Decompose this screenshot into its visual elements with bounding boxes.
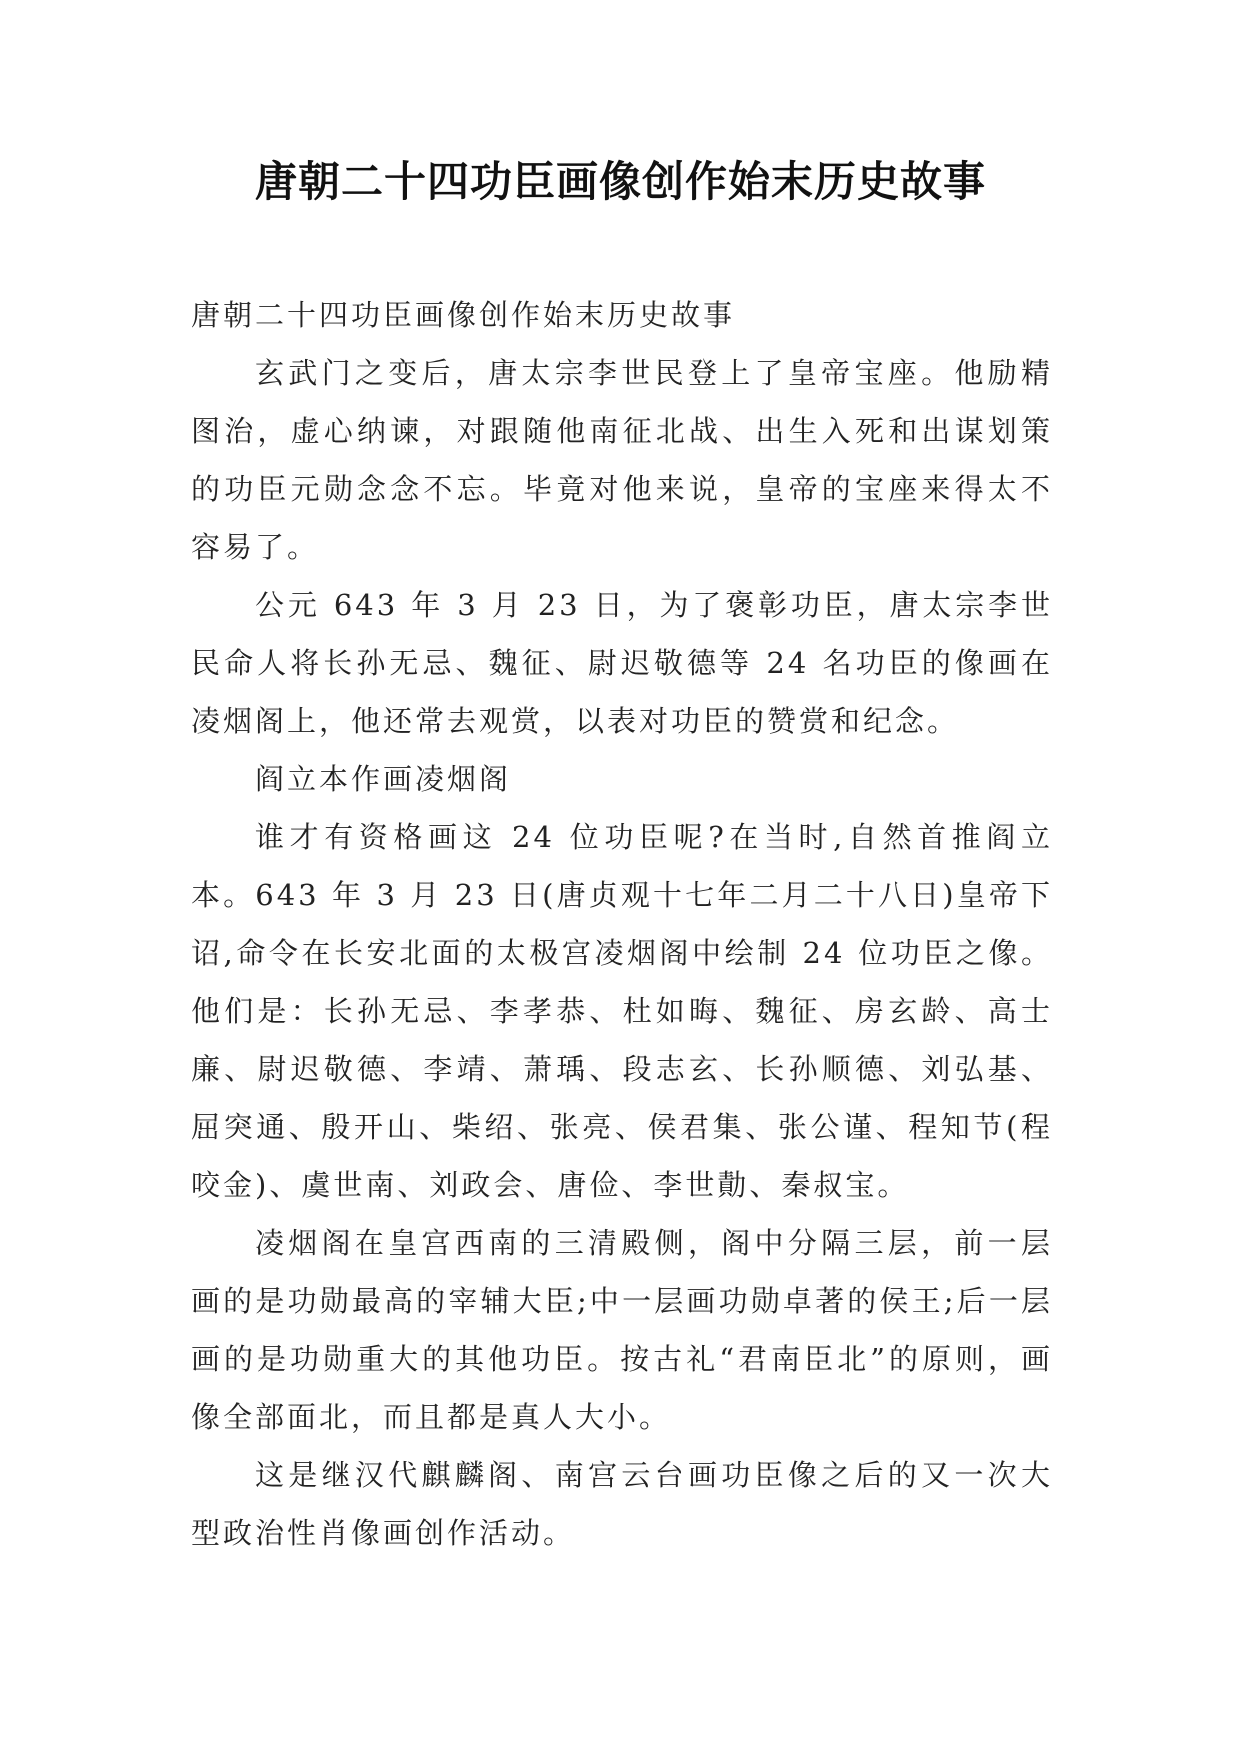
document-title: 唐朝二十四功臣画像创作始末历史故事 — [254, 157, 986, 206]
document-body — [191, 286, 1053, 1562]
paragraph: 玄武门之变后，唐太宗李世民登上了皇帝宝座。他励精图治，虚心纳谏，对跟随他南征北战、出生入死和出谋划策的功臣元勋念念不忘。毕竟对他来说，皇帝的宝座来得太不容易了。 — [191, 356, 1053, 564]
section-heading: 阎立本作画凌烟阁 — [255, 762, 512, 796]
paragraph: 这是继汉代麒麟阁、南宫云台画功臣像之后的又一次大型政治性肖像画创作活动。 — [191, 1458, 1053, 1550]
paragraph: 凌烟阁在皇宫西南的三清殿侧，阁中分隔三层，前一层画的是功勋最高的宰辅大臣;中一层画功勋卓著的侯王;后一层画的是功勋重大的其他功臣。按古礼“君南臣北”的原则，画像全部面北，而且都是真人大小。 — [191, 1226, 1053, 1434]
body-heading: 唐朝二十四功臣画像创作始末历史故事 — [191, 298, 736, 332]
paragraph: 谁才有资格画这 24 位功臣呢?在当时,自然首推阎立本。643 年 3 月 23 日(唐贞观十七年二月二十八日)皇帝下诏,命令在长安北面的太极宫凌烟阁中绘制 24 位功臣之像。他们是：长孙无忌、李孝恭、杜如晦、魏征、房玄龄、高士廉、尉迟敬德、李靖、萧瑀、段志玄、长孙顺德、刘弘基、屈突通、殷开山、柴绍、张亮、侯君集、张公谨、程知节(程咬金)、虞世南、刘政会、唐俭、李世勣、秦叔宝。 — [191, 820, 1053, 1202]
paragraph: 公元 643 年 3 月 23 日，为了褒彰功臣，唐太宗李世民命人将长孙无忌、魏征、尉迟敬德等 24 名功臣的像画在凌烟阁上，他还常去观赏，以表对功臣的赞赏和纪念。 — [191, 588, 1053, 738]
